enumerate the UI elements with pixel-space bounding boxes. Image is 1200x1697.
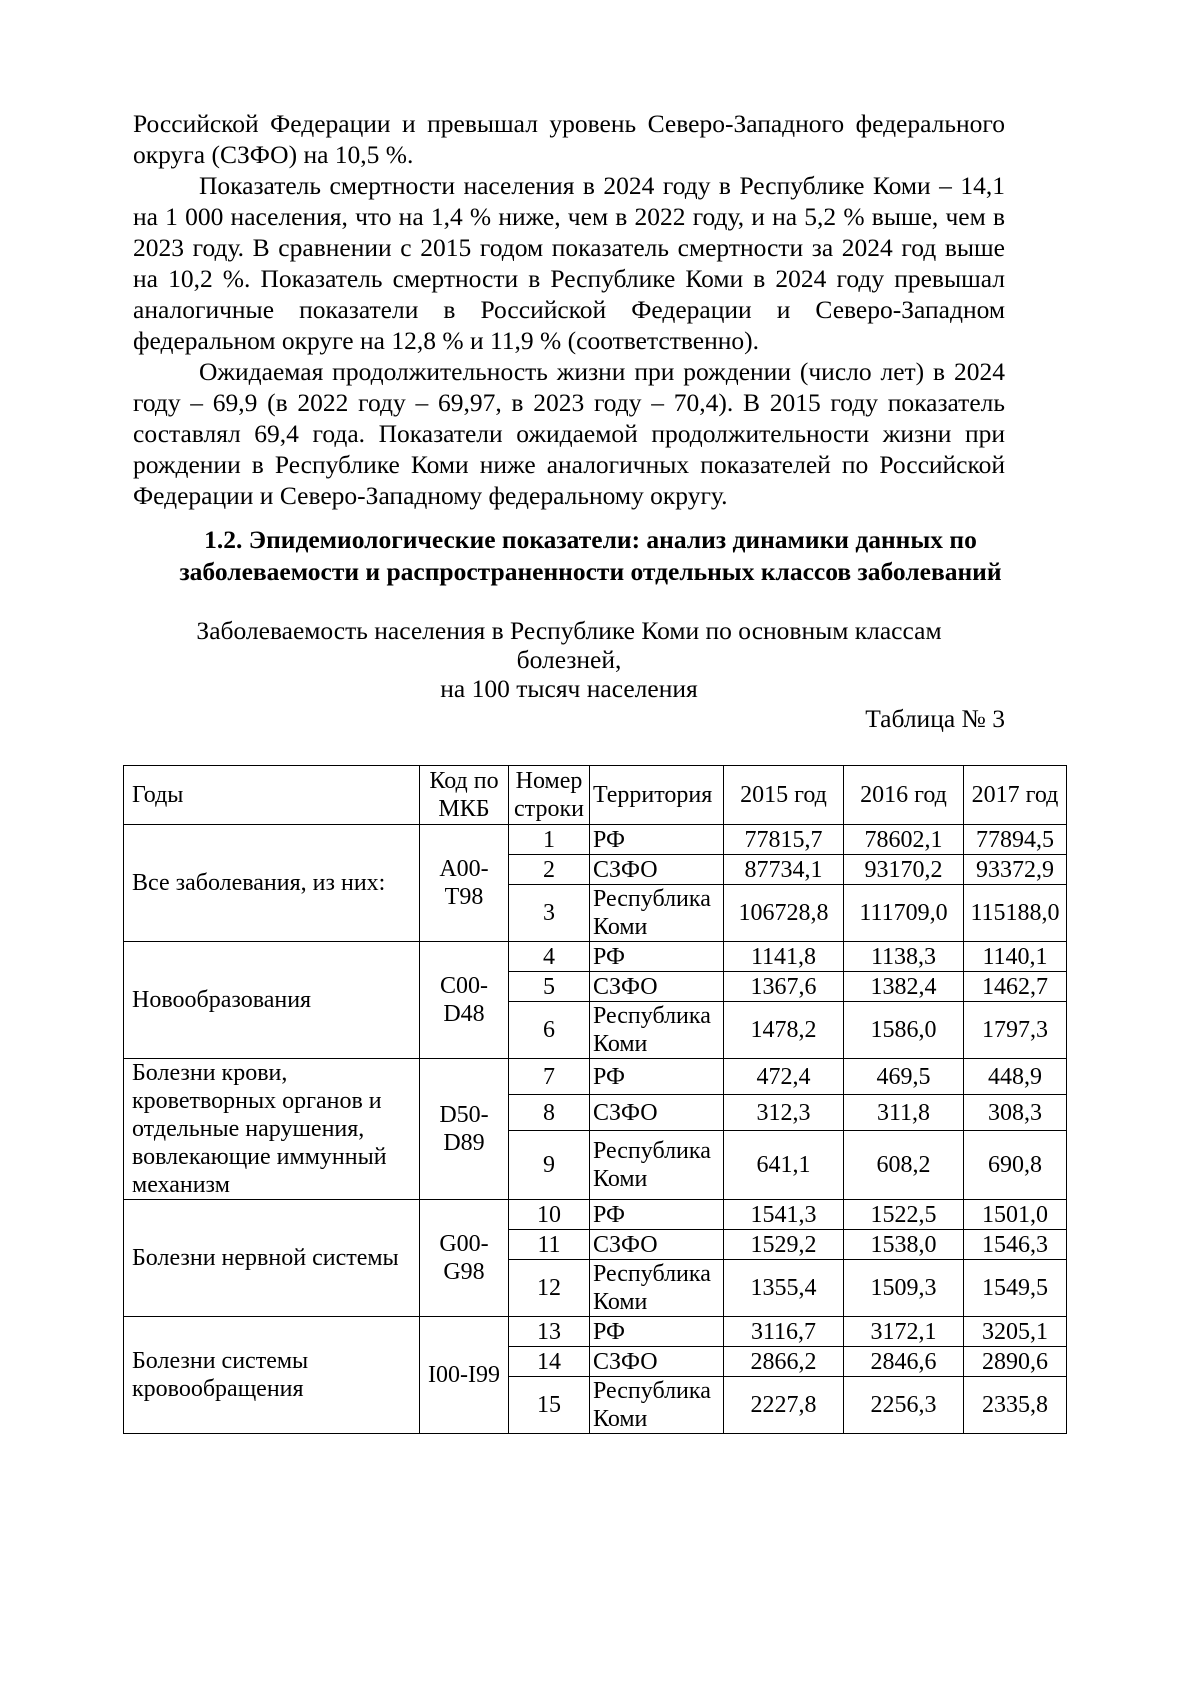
row-number: 9 bbox=[509, 1131, 590, 1200]
disease-class: Все заболевания, из них: bbox=[124, 825, 420, 942]
value-2016: 469,5 bbox=[844, 1059, 964, 1095]
header-2016: 2016 год bbox=[844, 766, 964, 825]
territory: РФ bbox=[590, 942, 724, 972]
value-2016: 2846,6 bbox=[844, 1347, 964, 1377]
value-2016: 111709,0 bbox=[844, 885, 964, 942]
value-2016: 1138,3 bbox=[844, 942, 964, 972]
value-2017: 1549,5 bbox=[964, 1260, 1067, 1317]
row-number: 15 bbox=[509, 1377, 590, 1434]
value-2015: 1529,2 bbox=[724, 1230, 844, 1260]
row-number: 2 bbox=[509, 855, 590, 885]
header-territory: Территория bbox=[590, 766, 724, 825]
row-number: 6 bbox=[509, 1002, 590, 1059]
disease-class: Болезни системы кровообращения bbox=[124, 1317, 420, 1434]
territory: СЗФО bbox=[590, 1095, 724, 1131]
icd-code: D50-D89 bbox=[420, 1059, 509, 1200]
value-2015: 2866,2 bbox=[724, 1347, 844, 1377]
value-2017: 2890,6 bbox=[964, 1347, 1067, 1377]
value-2016: 93170,2 bbox=[844, 855, 964, 885]
territory: СЗФО bbox=[590, 1347, 724, 1377]
row-number: 13 bbox=[509, 1317, 590, 1347]
value-2016: 1382,4 bbox=[844, 972, 964, 1002]
value-2016: 3172,1 bbox=[844, 1317, 964, 1347]
value-2015: 472,4 bbox=[724, 1059, 844, 1095]
paragraph: Российской Федерации и превышал уровень Северо-Западного федерального округа (СЗФО) на 10,5 %. bbox=[133, 109, 1005, 169]
table-row bbox=[124, 825, 1067, 855]
table-row bbox=[124, 1200, 1067, 1230]
row-number: 10 bbox=[509, 1200, 590, 1230]
icd-code: I00-I99 bbox=[420, 1317, 509, 1434]
value-2015: 312,3 bbox=[724, 1095, 844, 1131]
value-2015: 1367,6 bbox=[724, 972, 844, 1002]
territory: РФ bbox=[590, 1317, 724, 1347]
value-2015: 641,1 bbox=[724, 1131, 844, 1200]
value-2015: 3116,7 bbox=[724, 1317, 844, 1347]
value-2016: 2256,3 bbox=[844, 1377, 964, 1434]
caption-line: на 100 тысяч населения bbox=[440, 674, 698, 703]
icd-code: G00-G98 bbox=[420, 1200, 509, 1317]
value-2017: 448,9 bbox=[964, 1059, 1067, 1095]
value-2016: 608,2 bbox=[844, 1131, 964, 1200]
value-2016: 1509,3 bbox=[844, 1260, 964, 1317]
value-2017: 115188,0 bbox=[964, 885, 1067, 942]
table-row bbox=[124, 1317, 1067, 1347]
value-2017: 1546,3 bbox=[964, 1230, 1067, 1260]
header-2015: 2015 год bbox=[724, 766, 844, 825]
section-heading: 1.2. Эпидемиологические показатели: анализ динамики данных по заболеваемости и распространенности отдельных классов заболеваний bbox=[179, 525, 1002, 586]
value-2016: 1522,5 bbox=[844, 1200, 964, 1230]
value-2015: 87734,1 bbox=[724, 855, 844, 885]
table-header-row bbox=[124, 766, 1067, 825]
value-2015: 106728,8 bbox=[724, 885, 844, 942]
value-2016: 78602,1 bbox=[844, 825, 964, 855]
value-2015: 1355,4 bbox=[724, 1260, 844, 1317]
territory: Республика Коми bbox=[590, 1377, 724, 1434]
value-2017: 2335,8 bbox=[964, 1377, 1067, 1434]
value-2016: 1586,0 bbox=[844, 1002, 964, 1059]
value-2017: 308,3 bbox=[964, 1095, 1067, 1131]
territory: РФ bbox=[590, 825, 724, 855]
disease-class: Болезни крови, кроветворных органов и отдельные нарушения, вовлекающие иммунный механизм bbox=[124, 1059, 420, 1200]
value-2017: 3205,1 bbox=[964, 1317, 1067, 1347]
value-2016: 1538,0 bbox=[844, 1230, 964, 1260]
header-icd-code: Код по МКБ bbox=[420, 766, 509, 825]
table-row bbox=[124, 1059, 1067, 1095]
icd-code: A00-T98 bbox=[420, 825, 509, 942]
body-text bbox=[133, 108, 1005, 511]
value-2015: 1478,2 bbox=[724, 1002, 844, 1059]
territory: Республика Коми bbox=[590, 1131, 724, 1200]
territory: РФ bbox=[590, 1200, 724, 1230]
territory: СЗФО bbox=[590, 972, 724, 1002]
row-number: 8 bbox=[509, 1095, 590, 1131]
territory: Республика Коми bbox=[590, 1002, 724, 1059]
header-years: Годы bbox=[124, 766, 420, 825]
row-number: 12 bbox=[509, 1260, 590, 1317]
table-number: Таблица № 3 bbox=[865, 704, 1005, 733]
row-number: 4 bbox=[509, 942, 590, 972]
value-2017: 1501,0 bbox=[964, 1200, 1067, 1230]
value-2017: 93372,9 bbox=[964, 855, 1067, 885]
value-2015: 77815,7 bbox=[724, 825, 844, 855]
value-2017: 1462,7 bbox=[964, 972, 1067, 1002]
value-2015: 1141,8 bbox=[724, 942, 844, 972]
territory: СЗФО bbox=[590, 855, 724, 885]
value-2015: 2227,8 bbox=[724, 1377, 844, 1434]
value-2017: 77894,5 bbox=[964, 825, 1067, 855]
row-number: 1 bbox=[509, 825, 590, 855]
header-row-number: Номер строки bbox=[509, 766, 590, 825]
row-number: 11 bbox=[509, 1230, 590, 1260]
disease-class: Болезни нервной системы bbox=[124, 1200, 420, 1317]
paragraph: Показатель смертности населения в 2024 году в Республике Коми – 14,1 на 1 000 населения, что на 1,4 % ниже, чем в 2022 году, и на 5,2 % выше, чем в 2023 году. В сравнении с 2015 годом показатель смертности за 2024 год выше на 10,2 %. Показатель смертности в Республике Коми в 2024 году превышал аналогичные показатели в Российской Федерации и Северо-Западном федеральном округе на 12,8 % и 11,9 % (соответственно). bbox=[133, 171, 1005, 355]
disease-class: Новообразования bbox=[124, 942, 420, 1059]
table-caption bbox=[133, 616, 1005, 703]
row-number: 3 bbox=[509, 885, 590, 942]
value-2016: 311,8 bbox=[844, 1095, 964, 1131]
paragraph: Ожидаемая продолжительность жизни при рождении (число лет) в 2024 году – 69,9 (в 2022 году – 69,97, в 2023 году – 70,4). В 2015 году показатель составлял 69,4 года. Показатели ожидаемой продолжительности жизни при рождении в Республике Коми ниже аналогичных показателей по Российской Федерации и Северо-Западному федеральному округу. bbox=[133, 357, 1005, 510]
value-2017: 1797,3 bbox=[964, 1002, 1067, 1059]
row-number: 7 bbox=[509, 1059, 590, 1095]
caption-line: болезней, bbox=[516, 645, 622, 674]
row-number: 5 bbox=[509, 972, 590, 1002]
value-2017: 690,8 bbox=[964, 1131, 1067, 1200]
header-2017: 2017 год bbox=[964, 766, 1067, 825]
territory: Республика Коми bbox=[590, 1260, 724, 1317]
territory: СЗФО bbox=[590, 1230, 724, 1260]
territory: Республика Коми bbox=[590, 885, 724, 942]
caption-line: Заболеваемость населения в Республике Коми по основным классам bbox=[196, 616, 942, 645]
table-row bbox=[124, 942, 1067, 972]
morbidity-table bbox=[123, 765, 1067, 1434]
value-2015: 1541,3 bbox=[724, 1200, 844, 1230]
icd-code: C00-D48 bbox=[420, 942, 509, 1059]
territory: РФ bbox=[590, 1059, 724, 1095]
row-number: 14 bbox=[509, 1347, 590, 1377]
value-2017: 1140,1 bbox=[964, 942, 1067, 972]
